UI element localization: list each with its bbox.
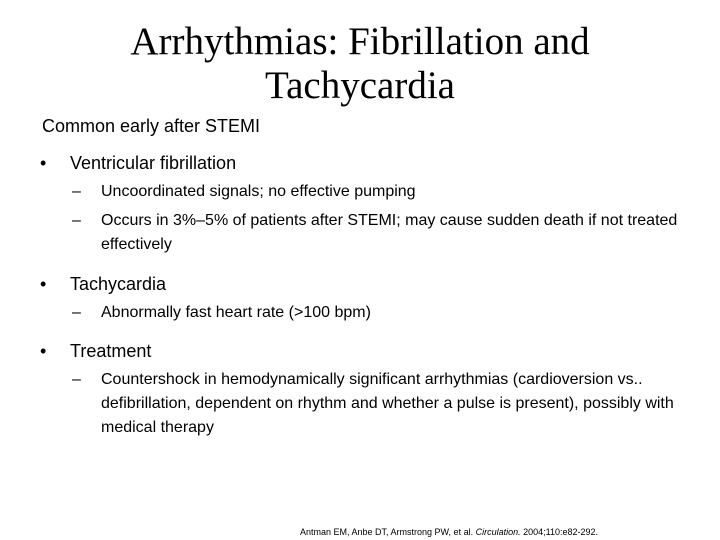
citation	[300, 527, 598, 538]
dash-icon: –	[72, 183, 81, 200]
slide-subtitle: Common early after STEMI	[42, 116, 261, 136]
sub-bullet-text: Uncoordinated signals; no effective pumping	[101, 183, 416, 200]
sub-bullet-text: Countershock in hemodynamically significant arrhythmias (cardioversion vs.. defibrillation, dependent on rhythm and whether a pulse is present), possibly with medical therapy	[101, 371, 674, 436]
bullet-heading: Ventricular fibrillation	[70, 153, 237, 173]
slide-title-line-1: Arrhythmias: Fibrillation and	[130, 20, 590, 63]
sub-bullet-text: Occurs in 3%–5% of patients after STEMI; may cause sudden death if not treated effectively	[101, 212, 678, 253]
bullet-heading: Treatment	[70, 341, 152, 361]
citation-journal: Circulation.	[475, 527, 521, 537]
bullet-dot-icon: •	[40, 153, 47, 173]
dash-icon: –	[72, 371, 81, 388]
sub-bullet	[72, 180, 692, 204]
bullet-dot-icon: •	[40, 341, 47, 361]
sub-bullet	[72, 301, 692, 325]
dash-icon: –	[72, 304, 81, 321]
citation-authors: Antman EM, Anbe DT, Armstrong PW, et al.	[300, 527, 474, 537]
citation-reference: 2004;110:e82-292.	[523, 527, 599, 537]
dash-icon: –	[72, 212, 81, 229]
bullet-heading: Tachycardia	[70, 274, 167, 294]
sub-bullet	[72, 368, 692, 440]
sub-bullet	[72, 209, 692, 257]
slide-title-line-2: Tachycardia	[265, 64, 455, 107]
sub-bullet-text: Abnormally fast heart rate (>100 bpm)	[101, 304, 371, 321]
bullet-dot-icon: •	[40, 274, 47, 294]
